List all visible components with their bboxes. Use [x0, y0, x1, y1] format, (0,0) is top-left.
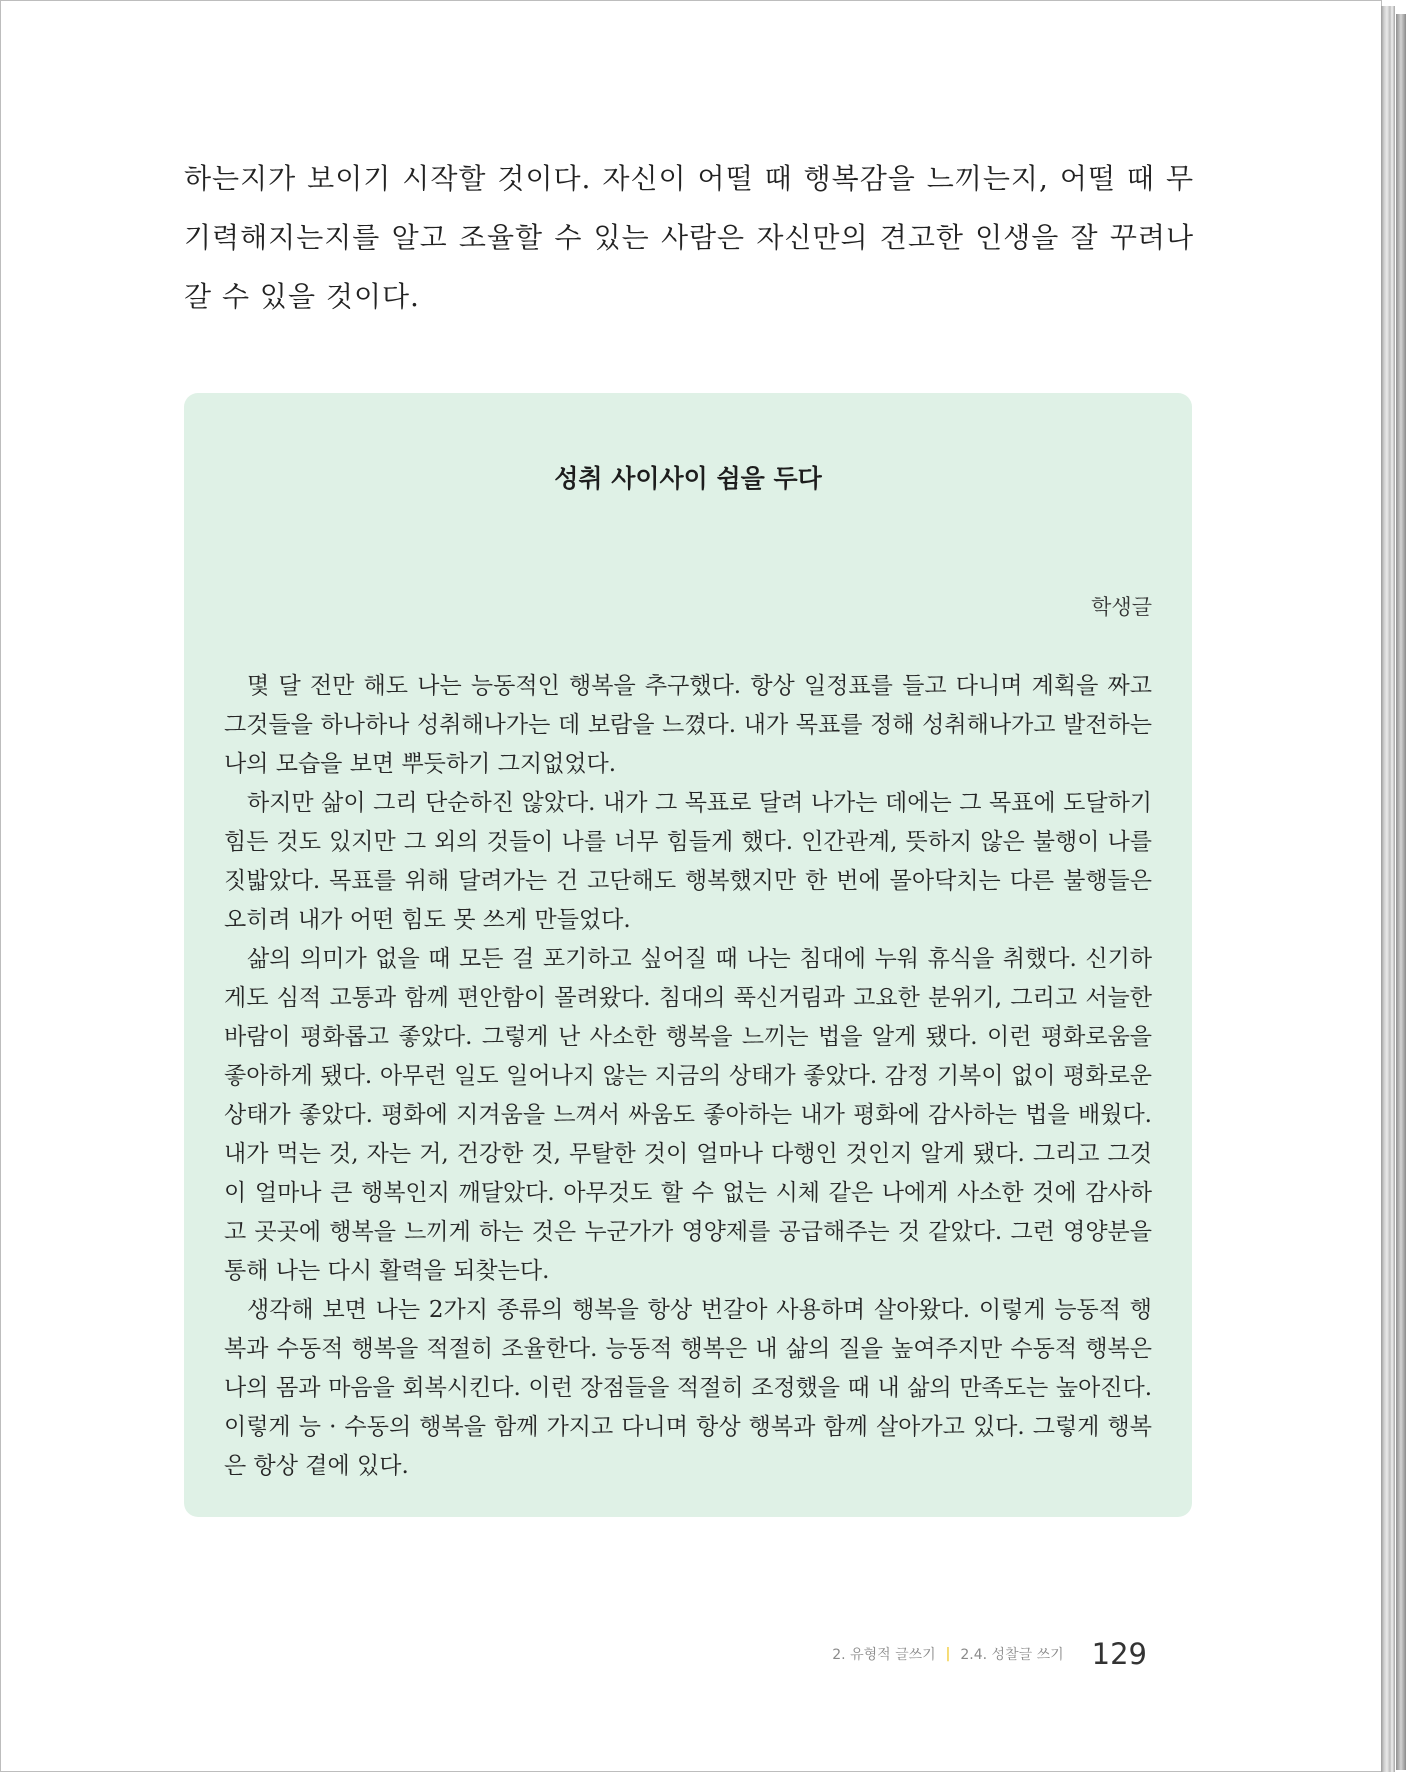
- page-number: 129: [1091, 1637, 1147, 1671]
- page-stack-edge-outer: [1396, 14, 1406, 1770]
- essay-paragraph: 하지만 삶이 그리 단순하진 않았다. 내가 그 목표로 달려 나가는 데에는 그 목표에 도달하기 힘든 것도 있지만 그 외의 것들이 나를 너무 힘들게 했다. 인간관계, 뜻하지 않은 불행이 나를 짓밟았다. 목표를 위해 달려가는 건 고단해도 행복했지만 한 번에 몰아닥치는 다른 불행들은 오히려 내가 어떤 힘도 못 쓰게 만들었다.: [224, 790, 1152, 933]
- essay-paragraph: 몇 달 전만 해도 나는 능동적인 행복을 추구했다. 항상 일정표를 들고 다니며 계획을 짜고 그것들을 하나하나 성취해나가는 데 보람을 느꼈다. 내가 목표를 정해 성취해나가고 발전하는 나의 모습을 보면 뿌듯하기 그지없었다.: [224, 673, 1152, 777]
- essay-paragraph: 생각해 보면 나는 2가지 종류의 행복을 항상 번갈아 사용하며 살아왔다. 이렇게 능동적 행복과 수동적 행복을 적절히 조율한다. 능동적 행복은 내 삶의 질을 높여주지만 수동적 행복은 나의 몸과 마음을 회복시킨다. 이런 장점들을 적절히 조정했을 때 내 삶의 만족도는 높아진다. 이렇게 능 · 수동의 행복을 함께 가지고 다니며 항상 행복과 함께 살아가고 있다. 그렇게 행복은 항상 곁에 있다.: [224, 1297, 1152, 1479]
- footer-chapter: 2. 유형적 글쓰기: [832, 1647, 936, 1663]
- page-footer: [832, 1637, 1147, 1671]
- student-essay-box: [184, 393, 1192, 1517]
- essay-paragraph: 삶의 의미가 없을 때 모든 걸 포기하고 싶어질 때 나는 침대에 누워 휴식을 취했다. 신기하게도 심적 고통과 함께 편안함이 몰려왔다. 침대의 푹신거림과 고요한 분위기, 그리고 서늘한 바람이 평화롭고 좋았다. 그렇게 난 사소한 행복을 느끼는 법을 알게 됐다. 이런 평화로움을 좋아하게 됐다. 아무런 일도 일어나지 않는 지금의 상태가 좋았다. 감정 기복이 없이 평화로운 상태가 좋았다. 평화에 지겨움을 느껴서 싸움도 좋아하는 내가 평화에 감사하는 법을 배웠다. 내가 먹는 것, 자는 거, 건강한 것, 무탈한 것이 얼마나 다행인 것인지 알게 됐다. 그리고 그것이 얼마나 큰 행복인지 깨달았다. 아무것도 할 수 없는 시체 같은 나에게 사소한 것에 감사하고 곳곳에 행복을 느끼게 하는 것은 누군가가 영양제를 공급해주는 것 같았다. 그런 영양분을 통해 나는 다시 활력을 되찾는다.: [224, 946, 1152, 1284]
- footer-divider: |: [945, 1646, 951, 1662]
- essay-byline: 학생글: [1091, 595, 1152, 619]
- essay-title: 성취 사이사이 쉼을 두다: [554, 464, 822, 493]
- essay-body: [224, 667, 1152, 1486]
- page-stack-edge: [1381, 6, 1395, 1772]
- intro-paragraph: 하는지가 보이기 시작할 것이다. 자신이 어떨 때 행복감을 느끼는지, 어떨 때 무기력해지는지를 알고 조율할 수 있는 사람은 자신만의 견고한 인생을 잘 꾸려나갈 수 있을 것이다.: [184, 162, 1194, 313]
- footer-section: 2.4. 성찰글 쓰기: [960, 1647, 1064, 1663]
